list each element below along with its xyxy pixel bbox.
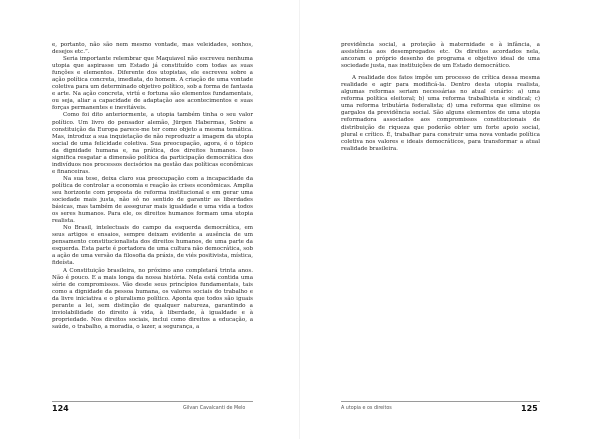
footer-rule (52, 401, 253, 402)
paragraph: Na sua tese, deixa claro sua preocupação com a incapacidade da política de controlar a economia e reação às crises econômicas. Amplia seu horizonte com proposta de reforma institucional e em gerar uma sociedade mais justa, não só no sentido de garantir as liberdades básicas, mas também de assegurar mais igualdade e uma vida a todos os seres humanos. Para ele, os direitos humanos formam uma utopia realista. (52, 175, 253, 225)
paragraph: No Brasil, intelectuais do campo da esquerda democrática, em seus artigos e ensaios, sempre deixam evidente a ausência de um pensamento constitucionalista dos direitos humanos, de uma parte da esquerda. Esta parte é portadora de uma cultura não democrática, sob a ação de uma versão da filosofia da práxis, de viés positivista, mística, fideísta. (52, 225, 253, 267)
running-head: Gilvan Cavalcanti de Melo (183, 406, 246, 411)
paragraph: A realidade dos fatos impõe um processo de crítica dessa mesma realidade e agir para modificá-la. Dentro desta utopia realista, algumas reformas seriam necessárias no atual cenário: a) uma reforma política eleitoral; b) uma reforma trabalhista e sindical; c) uma reforma tributária federalista; d) uma reforma que elimine os gargalos da previdência social. São alguns elementos de uma utopia reformadora associados aos compromissos constitucionais de distribuição de riqueza que poderão obter um forte apoio social, plural e crítico. É, trabalhar para construir uma nova vontade política coletiva nos valores e ideais democráticos, para transformar a atual realidade brasileira. (341, 75, 540, 152)
paragraph: e, portanto, não são nem mesmo vontade, mas veleidades, sonhos, desejos etc.”. (52, 42, 253, 56)
paragraph: Seria importante relembrar que Maquiavel não escreveu nenhuma utopia que aspirasse um Estado já constituído com todas as suas funções e elementos. Diferente dos utopistas, ele escreveu sobre a ação política concreta, imediata, do homem. A criação de uma vontade coletiva para um determinado objetivo político, sob a forma de fantasia e arte. Na ação concreta, virtú e fortuna são elementos fundamentais, ou seja, aliar a capacidade de adaptação aos acontecimentos e suas forças permanentes e inevitáveis. (52, 56, 253, 112)
page-number: 125 (521, 404, 538, 413)
right-page-text (341, 42, 540, 153)
paragraph: A Constituição brasileira, no próximo ano completará trinta anos. Não é pouco. E a mais longa da nossa história. Nela está contida uma série de compromissos. Vão desde seus princípios fundamentais, tais como a dignidade da pessoa humana, os valores sociais do trabalho e da livre iniciativa e o pluralismo político. Aponta que todos são iguais perante a lei, sem distinção de qualquer natureza, garantindo a inviolabilidade do direito à vida, à liberdade, à igualdade e à propriedade. Nos direitos sociais, inclui como direitos a educação, a saúde, o trabalho, a moradia, o lazer, a segurança, a (52, 267, 253, 330)
paragraph: Como foi dito anteriormente, a utopia também tinha o seu valor político. Um livro do pensador alemão, Jürgen Habermas, Sobre a constituição da Europa parece-me ter como objeto a mesma temática. Mas, introduz a sua inquietação de não reproduzir a imagem da utopia social de uma felicidade coletiva. Sua preocupação, agora, é o tópico da dignidade humana e, na prática, dos direitos humanos. Isso significa resgatar a dimensão política da participação democrática dos indivíduos nos processos decisórios na gestão das políticas econômicas e financeiras. (52, 112, 253, 175)
footer-rule (341, 401, 540, 402)
left-page-text (52, 42, 253, 331)
page-number: 124 (52, 404, 69, 413)
running-head: A utopia e os direitos (341, 406, 392, 411)
paragraph: previdência social, a proteção à maternidade e à infância, a assistência aos desempregados etc. Os direitos acordados nela, ancoram o próprio desenho de programa e objetivo ideal de uma sociedade justa, nas instituições de um Estado democrático. (341, 42, 540, 70)
right-page (300, 0, 600, 439)
